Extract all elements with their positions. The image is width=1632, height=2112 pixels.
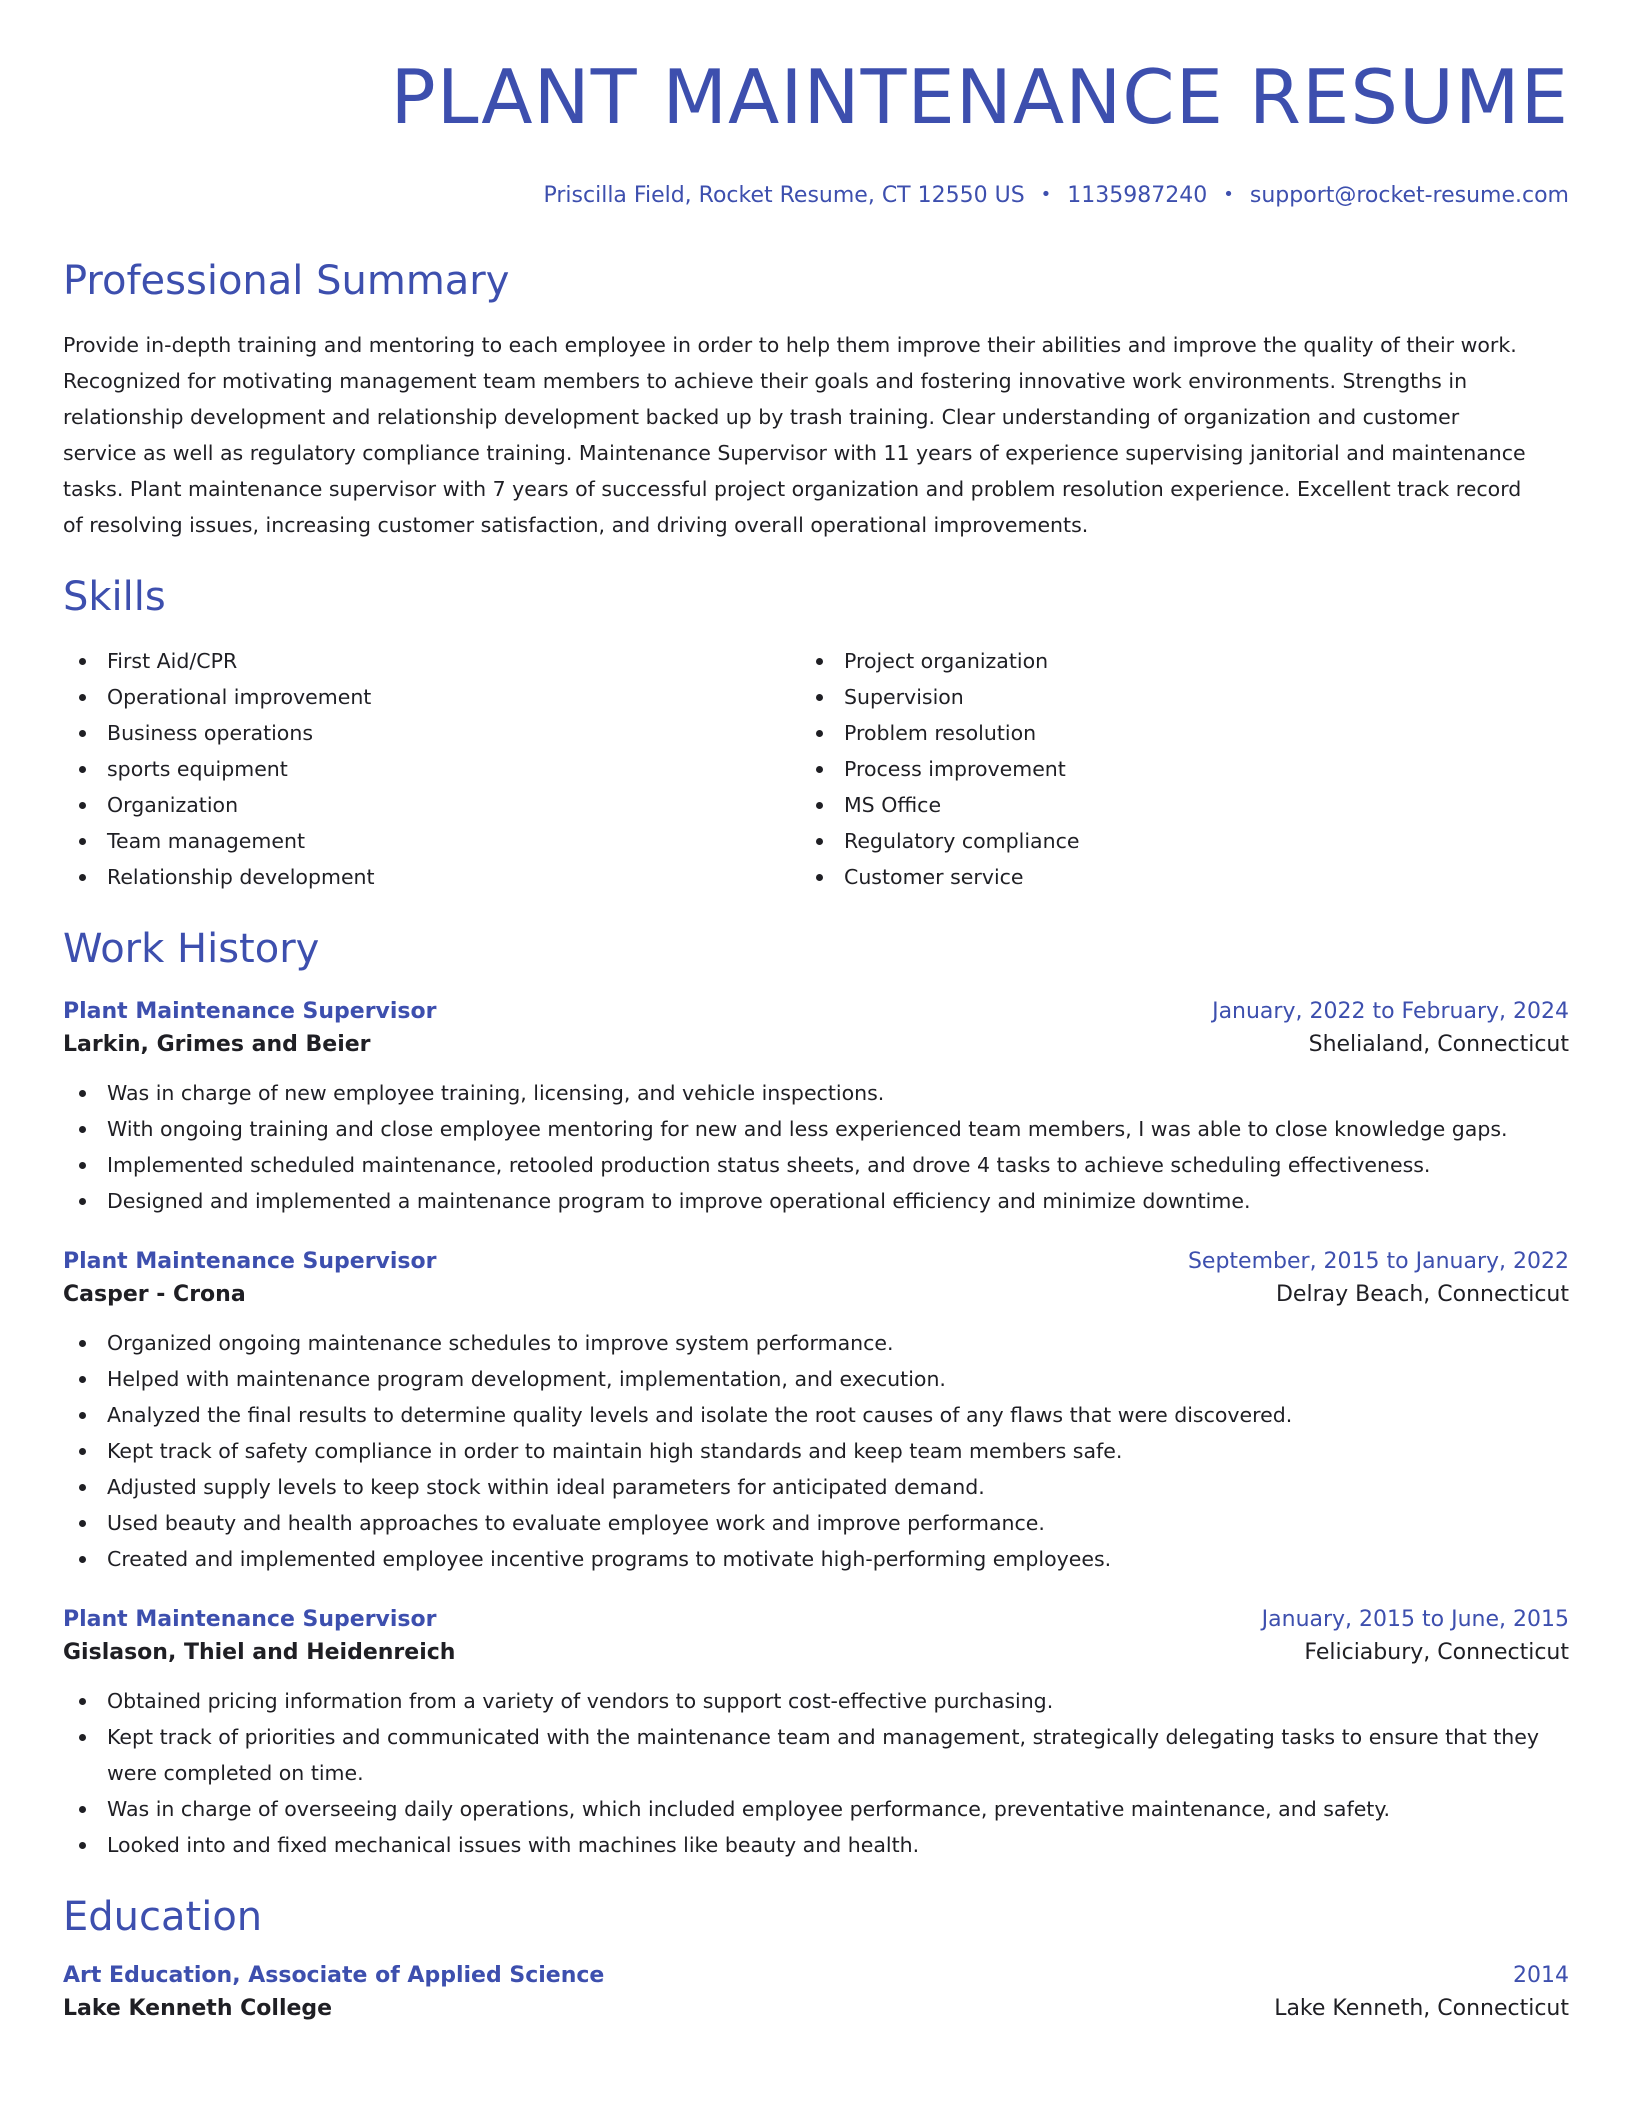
job-entry <box>63 1249 1569 1577</box>
work-history-section <box>63 925 1569 1863</box>
job-company: Casper - Crona <box>63 1282 246 1308</box>
job-entry <box>63 1607 1569 1863</box>
job-header <box>63 999 1569 1024</box>
skill-item: Customer service <box>800 859 1537 895</box>
job-bullet: Analyzed the final results to determine quality levels and isolate the root causes of any flaws that were discovered. <box>63 1397 1569 1433</box>
contact-email: support@rocket-resume.com <box>1249 183 1569 208</box>
contact-separator: • <box>1040 184 1052 205</box>
job-bullet: Was in charge of new employee training, licensing, and vehicle inspections. <box>63 1075 1569 1111</box>
skills-column-right <box>800 643 1537 895</box>
job-title: Plant Maintenance Supervisor <box>63 1607 437 1633</box>
skills-column-left <box>63 643 800 895</box>
contact-phone: 1135987240 <box>1067 183 1208 208</box>
summary-line: Recognized for motivating management team members to achieve their goals and fostering innovative work environments. Strengths in <box>63 369 1468 394</box>
job-dates: September, 2015 to January, 2022 <box>1187 1249 1569 1275</box>
skill-item: Supervision <box>800 679 1537 715</box>
skills-section <box>63 573 1569 895</box>
skills-grid <box>63 643 1569 895</box>
job-dates: January, 2022 to February, 2024 <box>1212 999 1569 1025</box>
skill-item: First Aid/CPR <box>63 643 800 679</box>
skill-item: Organization <box>63 787 800 823</box>
job-bullet: Obtained pricing information from a variety of vendors to support cost-effective purchasing. <box>63 1683 1569 1719</box>
job-title: Plant Maintenance Supervisor <box>63 999 437 1025</box>
job-entry <box>63 999 1569 1219</box>
skill-item: Regulatory compliance <box>800 823 1537 859</box>
education-school: Lake Kenneth College <box>63 1996 333 2022</box>
summary-text <box>63 327 1569 543</box>
section-heading: Professional Summary <box>63 258 510 305</box>
summary-line: service as well as regulatory compliance training. Maintenance Supervisor with 11 years of experience supervising janitorial and maintenance <box>63 441 1526 466</box>
skill-item: Team management <box>63 823 800 859</box>
summary-line: Provide in-depth training and mentoring to each employee in order to help them improve their abilities and improve the quality of their work. <box>63 333 1517 358</box>
job-bullet: Implemented scheduled maintenance, retooled production status sheets, and drove 4 tasks to achieve scheduling effectiveness. <box>63 1147 1569 1183</box>
section-heading: Education <box>63 1894 263 1941</box>
summary-line: relationship development and relationship development backed up by trash training. Clear understanding of organization and customer <box>63 405 1460 430</box>
skill-item: Problem resolution <box>800 715 1537 751</box>
job-location: Delray Beach, Connecticut <box>1275 1282 1569 1308</box>
job-location: Feliciabury, Connecticut <box>1304 1640 1569 1666</box>
job-subheader <box>63 1282 1569 1307</box>
education-entry <box>63 1963 1569 2021</box>
section-heading: Skills <box>63 574 166 621</box>
job-bullet: With ongoing training and close employee mentoring for new and less experienced team members, I was able to close knowledge gaps. <box>63 1111 1569 1147</box>
job-location: Shelialand, Connecticut <box>1308 1032 1569 1058</box>
job-bullet: Used beauty and health approaches to evaluate employee work and improve performance. <box>63 1505 1569 1541</box>
skill-item: Business operations <box>63 715 800 751</box>
education-location: Lake Kenneth, Connecticut <box>1274 1996 1569 2022</box>
education-year: 2014 <box>1513 1963 1569 1989</box>
job-bullet: Looked into and fixed mechanical issues with machines like beauty and health. <box>63 1827 1569 1863</box>
job-company: Larkin, Grimes and Beier <box>63 1032 371 1058</box>
contact-address: Priscilla Field, Rocket Resume, CT 12550 US <box>543 183 1025 208</box>
job-bullet: Created and implemented employee incentive programs to motivate high-performing employees. <box>63 1541 1569 1577</box>
job-bullet: Organized ongoing maintenance schedules to improve system performance. <box>63 1325 1569 1361</box>
job-bullet: Adjusted supply levels to keep stock within ideal parameters for anticipated demand. <box>63 1469 1569 1505</box>
job-dates: January, 2015 to June, 2015 <box>1261 1607 1569 1633</box>
job-title: Plant Maintenance Supervisor <box>63 1249 437 1275</box>
education-section <box>63 1893 1569 2021</box>
job-bullet: Helped with maintenance program development, implementation, and execution. <box>63 1361 1569 1397</box>
job-subheader <box>63 1640 1569 1665</box>
job-bullets <box>63 1075 1569 1219</box>
job-bullet: Kept track of priorities and communicated with the maintenance team and management, strategically delegating tasks to ensure that they were completed on time. <box>63 1719 1569 1791</box>
job-company: Gislason, Thiel and Heidenreich <box>63 1640 456 1666</box>
contact-line <box>63 183 1569 209</box>
skill-item: Process improvement <box>800 751 1537 787</box>
job-bullets <box>63 1683 1569 1863</box>
skill-item: sports equipment <box>63 751 800 787</box>
job-subheader <box>63 1032 1569 1057</box>
job-bullets <box>63 1325 1569 1577</box>
section-heading: Work History <box>63 926 320 973</box>
job-header <box>63 1607 1569 1632</box>
skill-item: Relationship development <box>63 859 800 895</box>
skill-item: Operational improvement <box>63 679 800 715</box>
education-list <box>63 1963 1569 2021</box>
job-bullet: Designed and implemented a maintenance program to improve operational efficiency and minimize downtime. <box>63 1183 1569 1219</box>
skill-item: Project organization <box>800 643 1537 679</box>
job-list <box>63 999 1569 1863</box>
education-degree: Art Education, Associate of Applied Science <box>63 1963 605 1989</box>
skill-item: MS Office <box>800 787 1537 823</box>
summary-line: of resolving issues, increasing customer satisfaction, and driving overall operational improvements. <box>63 513 1089 538</box>
resume-title: PLANT MAINTENANCE RESUME <box>390 53 1569 141</box>
professional-summary-section <box>63 257 1569 543</box>
education-header <box>63 1963 1569 1988</box>
summary-line: tasks. Plant maintenance supervisor with 7 years of successful project organization and problem resolution experience. Excellent track record <box>63 477 1522 502</box>
job-bullet: Was in charge of overseeing daily operations, which included employee performance, preventative maintenance, and safety. <box>63 1791 1569 1827</box>
contact-separator: • <box>1223 184 1234 205</box>
job-header <box>63 1249 1569 1274</box>
education-subheader <box>63 1996 1569 2021</box>
job-bullet: Kept track of safety compliance in order to maintain high standards and keep team members safe. <box>63 1433 1569 1469</box>
resume-header <box>63 53 1569 209</box>
